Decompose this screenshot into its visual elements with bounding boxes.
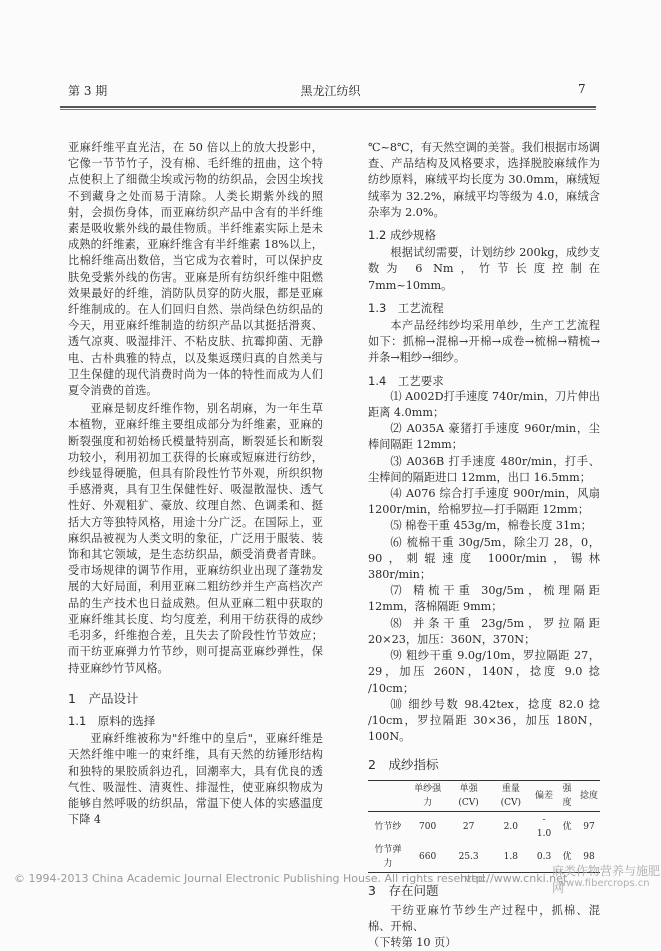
table-header-row (368, 780, 600, 811)
section-heading-existing-problems: 3 存在问题 (368, 882, 439, 898)
paragraph-yarn-spec: 根据试纫需要，计划纺纱 200kg，成纱支数为 6 Nm，竹节长度控制在 7mm~10mm。 (368, 246, 600, 292)
paragraph-flax-properties: 亚麻纤维平直光洁，在 50 倍以上的放大投影中，它像一节节竹子，没有棉、毛纤维的扭曲，这个特点使积上了细微尘埃或污物的纺织品，会因尘埃找不到藏身之处而易于清除。人类长期紫外线的照射，会损伤身体，而亚麻纺织产品中含有的半纤维素是吸收紫外线的最佳物质。半纤维素实际上是未成熟的纤维素，亚麻纤维含有半纤维素 18%以上，比棉纤维高出数倍，当它成为衣着时，可以保护皮肤免受紫外线的伤害。亚麻是所有纺织纤维中阻燃效果最好的纤维，消防队员穿的防火服，都是亚麻纤维制成的。在人们回归自然、崇尚绿色纺织品的今天，用亚麻纤维制造的纺织产品以其挺括滑爽、透气凉爽、吸湿排汗、不粘皮肤、抗霉抑菌、无静电、古朴典雅的特点，以及集返璞归真的自然美与卫生保健的现代消费时尚为一体的特性而成为人们夏令消费的首选。 (68, 141, 323, 398)
table-header-cell: 强度 (556, 780, 578, 811)
list-item: ⑸ 棉卷干重 453g/m，棉卷长度 31m； (390, 519, 592, 533)
table-cell: 660 (408, 842, 448, 873)
table-header-cell: 单强(CV) (448, 780, 490, 811)
subsection-heading-process-flow: 1.3 工艺流程 (368, 300, 444, 315)
left-column (68, 140, 323, 828)
table-cell: 0.3 (532, 842, 556, 873)
page-number: 7 (578, 82, 586, 96)
table-header-cell: 捻度 (578, 780, 600, 811)
list-item: ⑻ 并条干重 23g/5m，罗拉隔距 20×23，加压：360N，370N； (368, 616, 600, 646)
table-cell: 优 (562, 821, 572, 832)
watermark-cn: 麻类作物营养与施肥网 (552, 864, 661, 895)
section-heading-product-design: 1 产品设计 (68, 690, 139, 706)
subsection-heading-raw-material: 1.1 原料的选择 (68, 713, 156, 728)
right-column (368, 140, 600, 951)
table-cell: 优 (556, 842, 578, 873)
table-cell: 700 (419, 821, 437, 832)
continued-note: （下转第 10 页） (368, 936, 457, 950)
header-rule-thick (60, 106, 596, 108)
table-cell: 25.3 (448, 842, 490, 873)
header-rule-thin (60, 109, 596, 110)
table-cell: 2.0 (503, 821, 518, 832)
subsection-heading-process-requirements: 1.4 工艺要求 (368, 373, 444, 388)
issue-number: 第 3 期 (68, 84, 108, 98)
list-item: ⑷ A076 综合打手速度 900r/min，风扇 1200r/min，给棉罗拉—打手隔距 12mm； (368, 487, 600, 517)
subsection-heading-yarn-spec: 1.2 成纱规格 (368, 228, 436, 243)
list-item: ⑴ A002D打手速度 740r/min，刀片伸出距离 4.0mm； (368, 389, 600, 420)
section-heading-yarn-indicators: 2 成纱指标 (368, 757, 439, 773)
table-cell: 97 (583, 821, 595, 832)
paragraph-flax-background: 亚麻是韧皮纤维作物，别名胡麻，为一年生草本植物，亚麻纤维主要组成部分为纤维素，亚麻的断裂强度和初始杨氏模量特别高，断裂延长和断裂功较小，利用初加工获得的长麻或短麻进行纺纱，纱线显得硬脆，但具有阶段性竹节外观，所织织物手感滑爽，具有卫生保健性好、吸湿散湿快、透气性好、外观粗犷、豪放、纹理自然、色调柔和、挺括大方等独特风格，用途十分广泛。在国际上，亚麻织品被视为人类文明的象征，广泛用于服装、装饰和其它领域，是生态纺织品，颇受消费者青睐。受市场规律的调节作用，亚麻纺织业出现了蓬勃发展的大好局面，利用亚麻二粗纺纱并生产高档次产品的生产技术也日益成熟。但从亚麻二粗中获取的亚麻纤维其长度、均匀度差，利用干纺获得的成纱毛羽多，纤维抱合差，且失去了阶段性竹节效应；而干纺亚麻弹力竹节纱，则可提高亚麻纱弹性，保持亚麻纱竹节风格。 (68, 402, 323, 675)
table-cell: 竹节弹力 (368, 842, 408, 873)
paragraph-process-flow: 本产品经纬纱均采用单纱，生产工艺流程如下：抓棉→混棉→开棉→成卷→梳棉→精梳→并条→粗纱→细纱。 (368, 319, 600, 365)
footer-url[interactable]: http://www.cnki.net (460, 872, 568, 885)
list-item: ⑵ A035A 豪猪打手速度 960r/min，尘棒间隔距 12mm； (368, 422, 600, 452)
table-cell: - 1.0 (536, 814, 552, 839)
table-cell: 1.8 (490, 842, 532, 873)
table-cell: 98 (578, 842, 600, 873)
paragraph-raw-material-cont: ℃~8℃，有天然空调的美誉。我们根据市场调查、产品结构及风格要求，选择脱胶麻绒作为纺纱原料，麻绒平均长度为 30.0mm，麻绒短绒率为 32.2%，麻绒平均等级为 4.0，麻绒含杂率为 2.0%。 (368, 141, 600, 219)
yarn-indicators-table (368, 780, 600, 873)
watermark-url: www.fibercrops.cn (558, 878, 650, 889)
copyright-notice: © 1994-2013 China Academic Journal Electronic Publishing House. All rights reserved. (14, 872, 489, 885)
table-cell: 竹节纱 (374, 821, 402, 832)
list-item: ⑶ A036B 打手速度 480r/min，打手、尘棒间的隔距进口 12mm，出口 16.5mm； (368, 454, 600, 484)
list-item: ⑺ 精梳干重 30g/5m，梳理隔距 12mm，落棉隔距 9mm； (368, 584, 600, 614)
table-row (368, 811, 600, 842)
paragraph-raw-material: 亚麻纤维被称为"纤维中的皇后"，亚麻纤维是天然纤维中唯一的束纤维，具有天然的纺锤形结构和独特的果胶质斜边孔，回潮率大，具有优良的透气性、吸湿性、清爽性、排湿性，使亚麻织物成为能够自然呼吸的纺织品，常温下使人体的实感温度下降 4 (68, 732, 323, 827)
table-header-cell: 偏差 (532, 780, 556, 811)
table-header-cell: 单纱强力 (408, 780, 448, 811)
table-cell: 27 (462, 821, 475, 832)
paragraph-existing-problems: 干纺亚麻竹节纱生产过程中，抓棉、混棉、开棉、 (368, 903, 600, 933)
page-footer (0, 864, 661, 895)
list-item: ⑹ 梳棉干重 30g/5m，除尘刀 28，0，90，刺辊速度 1000r/min，锡林 380r/min； (368, 535, 600, 582)
list-item: ⑼ 粗纱干重 9.0g/10m，罗拉隔距 27，29，加压 260N，140N，捻度 9.0 捻 /10cm； (368, 649, 600, 695)
list-item: ⑽ 细纱号数 98.42tex，捻度 82.0 捻 /10cm，罗拉隔距 30×36，加压 180N，100N。 (368, 697, 600, 744)
journal-title: 黑龙江纺织 (300, 84, 361, 98)
table-header-cell (368, 780, 408, 811)
table-header-cell: 重量(CV) (490, 780, 532, 811)
